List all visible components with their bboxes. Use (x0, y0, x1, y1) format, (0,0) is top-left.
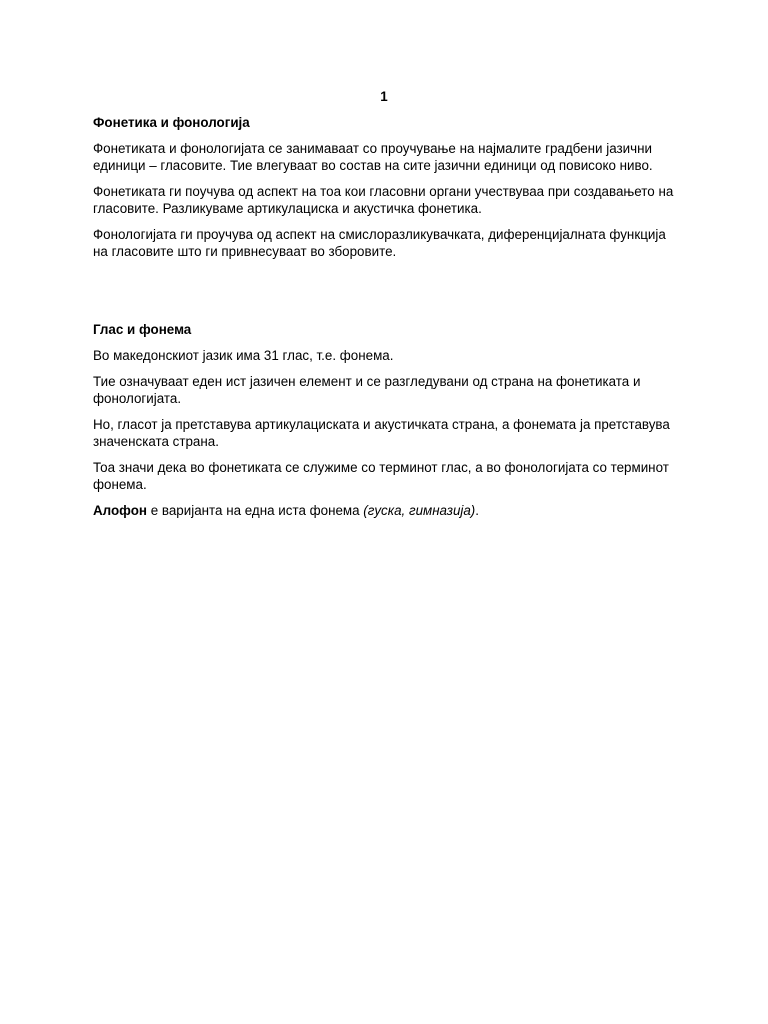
paragraph: Фонетиката и фонологијата се занимаваат со проучување на најмалите градбени јазични единици – гласовите. Тие влегуваат во состав на сите јазични единици од повисоко ниво. (93, 141, 653, 173)
allophone-term: Алофон (93, 503, 147, 518)
section-spacer (93, 269, 683, 321)
paragraph: Но, гласот ја претставува артикулациската и акустичката страна, а фонемата ја претставува значенската страна. (93, 417, 670, 449)
allophone-definition (93, 502, 683, 519)
section-heading-sound-phoneme: Глас и фонема (93, 322, 192, 337)
document-content (93, 88, 683, 528)
paragraph: Тоа значи дека во фонетиката се служиме со терминот глас, а во фонологијата со терминот фонема. (93, 460, 669, 492)
page-number: 1 (380, 89, 388, 104)
paragraph: Фонетиката ги поучува од аспект на тоа кои гласовни органи учествуваа при создавањето на гласовите. Разликуваме артикулациска и акустичка фонетика. (93, 184, 674, 216)
allophone-end: . (475, 503, 480, 518)
allophone-examples: (гуска, гимназија) (363, 503, 476, 518)
section-heading-phonetics: Фонетика и фонологија (93, 115, 250, 130)
paragraph: Фонологијата ги проучува од аспект на смислоразликувачката, диференцијалната функција на гласовите што ги привнесуваат во зборовите. (93, 227, 666, 259)
paragraph: Во македонскиот јазик има 31 глас, т.е. фонема. (93, 348, 394, 363)
allophone-text: е варијанта на една иста фонема (147, 503, 364, 518)
paragraph: Тие означуваат еден ист јазичен елемент и се разгледувани од страна на фонетиката и фонологијата. (93, 374, 641, 406)
